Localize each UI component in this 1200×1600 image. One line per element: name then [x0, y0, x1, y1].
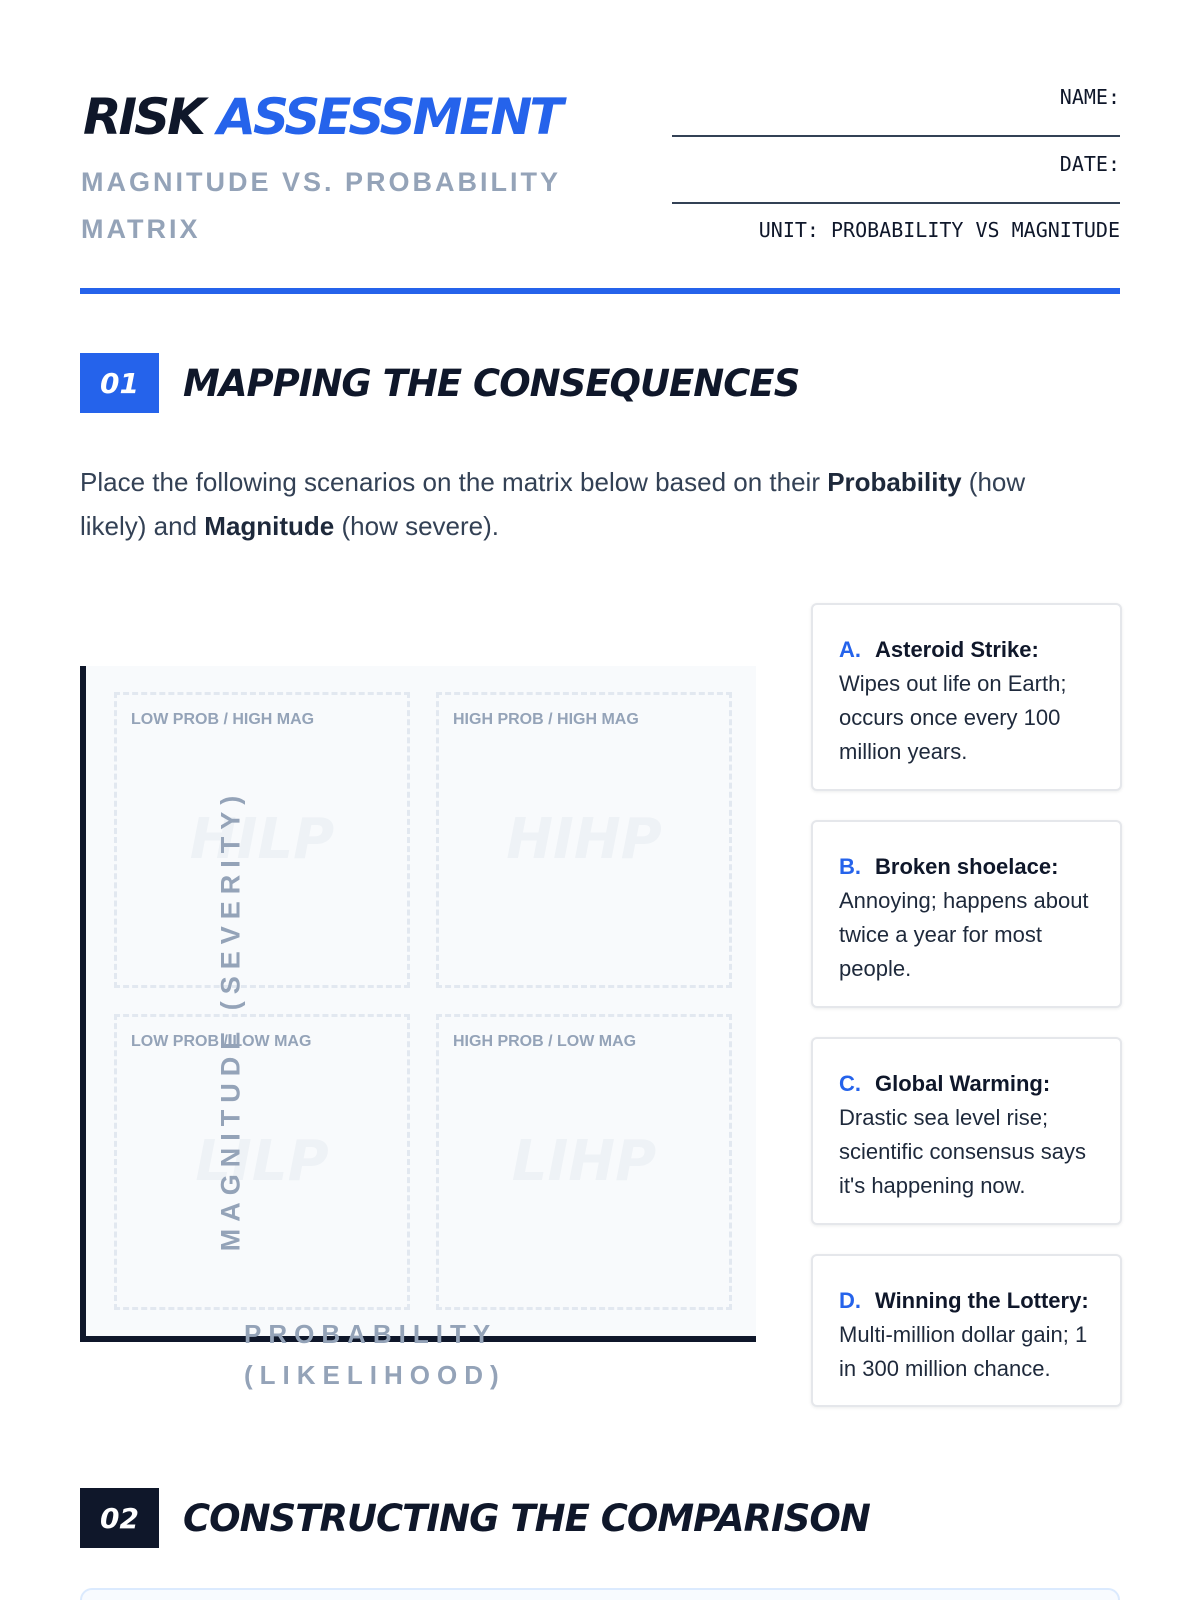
name-label: NAME:: [1059, 85, 1120, 109]
scenario-card-c[interactable]: [811, 1037, 1122, 1225]
quadrant-label: HIGH PROB / LOW MAG: [453, 1033, 637, 1050]
scenario-title: Asteroid Strike:: [875, 637, 1039, 662]
section-1-title: MAPPING THE CONSEQUENCES: [183, 361, 800, 405]
quadrant-watermark: HIHP: [506, 807, 662, 872]
section-2-number: 02: [80, 1488, 159, 1548]
x-axis-text-line-1: PROBABILITY: [244, 1319, 498, 1349]
quadrant-watermark: LIHP: [511, 1129, 657, 1194]
intro-text-3: (how severe).: [334, 511, 500, 541]
scenario-title: Global Warming:: [875, 1071, 1051, 1096]
intro-text-2: (how likely) and: [80, 467, 1026, 541]
scenario-title: Broken shoelace:: [875, 854, 1059, 879]
x-axis-label: [244, 1314, 544, 1396]
name-field[interactable]: [672, 80, 1120, 147]
y-axis-text: MAGNITUDE (SEVERITY): [215, 788, 246, 1252]
x-axis-text-line-2: (LIKELIHOOD): [244, 1360, 506, 1390]
scenario-description: Drastic sea level rise; scientific consensus says it's happening now.: [839, 1105, 1086, 1198]
date-line[interactable]: [672, 202, 1120, 204]
scenario-description: Multi-million dollar gain; 1 in 300 million chance.: [839, 1322, 1088, 1381]
title-risk: RISK: [83, 88, 203, 146]
quadrant-low-prob-low-mag[interactable]: [114, 1014, 410, 1310]
quadrant-low-prob-high-mag[interactable]: [114, 692, 410, 988]
section-1-number: 01: [80, 353, 159, 413]
intro-probability: Probability: [827, 467, 962, 497]
date-field[interactable]: [672, 147, 1120, 214]
scenario-title: Winning the Lottery:: [875, 1288, 1089, 1313]
worksheet-header: [80, 80, 1120, 294]
quadrant-label: HIGH PROB / HIGH MAG: [453, 711, 639, 728]
section-2-title: CONSTRUCTING THE COMPARISON: [183, 1496, 870, 1540]
scenario-description: Annoying; happens about twice a year for most people.: [839, 888, 1089, 981]
section-2-heading: [80, 1488, 870, 1548]
name-line[interactable]: [672, 135, 1120, 137]
scenario-letter: D.: [839, 1288, 861, 1313]
quadrant-high-prob-high-mag[interactable]: [436, 692, 732, 988]
section-1-instructions: [80, 460, 1080, 548]
worksheet-subtitle: MAGNITUDE VS. PROBABILITY MATRIX: [81, 167, 561, 244]
unit-label: UNIT: PROBABILITY VS MAGNITUDE: [758, 218, 1120, 242]
scenario-letter: B.: [839, 854, 861, 879]
comparison-box: [80, 1588, 1120, 1600]
quadrant-high-prob-low-mag[interactable]: [436, 1014, 732, 1310]
quadrant-label: LOW PROB / HIGH MAG: [131, 711, 315, 728]
intro-text-1: Place the following scenarios on the matrix below based on their: [80, 467, 828, 497]
quadrant-watermark: HILP: [189, 807, 335, 872]
scenario-letter: C.: [839, 1071, 861, 1096]
student-info: [672, 80, 1120, 242]
scenario-card-b[interactable]: [811, 820, 1122, 1008]
worksheet-title: [83, 88, 561, 146]
scenario-description: Wipes out life on Earth; occurs once every 100 million years.: [839, 671, 1067, 764]
quadrant-watermark: LILP: [195, 1129, 329, 1194]
date-label: DATE:: [1059, 152, 1120, 176]
title-assessment: ASSESSMENT: [217, 88, 561, 146]
scenario-card-a[interactable]: [811, 603, 1122, 791]
scenario-card-d[interactable]: [811, 1254, 1122, 1407]
scenario-letter: A.: [839, 637, 861, 662]
risk-matrix: [80, 666, 756, 1342]
intro-magnitude: Magnitude: [204, 511, 335, 541]
quadrant-label: LOW PROB / LOW MAG: [131, 1033, 312, 1050]
section-1-heading: [80, 353, 799, 413]
